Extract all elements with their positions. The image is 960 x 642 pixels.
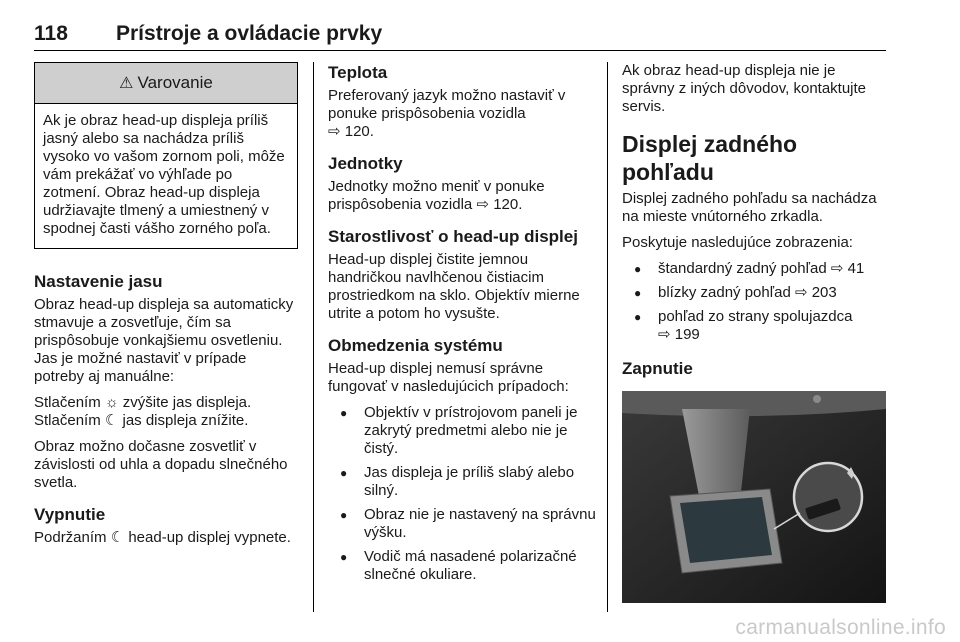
paragraph [34,529,298,547]
column-right [622,62,886,603]
rearview-mirror-illustration [622,391,886,603]
page-header [34,20,886,51]
page-title: Prístroje a ovládacie prvky [116,22,383,45]
list-item: ● Objektív v prístrojovom paneli je zakrytý predmetmi alebo nie je čistý. [328,404,596,458]
text: jas displeja znížite. [118,412,249,429]
list-item: ● Vodič má nasadené polarizačné slnečné okuliare. [328,548,596,584]
section-title: Nastavenie jasu [34,272,163,291]
page-ref-arrow-icon: ⇨ [476,196,490,213]
page-ref: 120. [344,123,374,140]
section-switch-off [34,504,298,547]
page-ref-arrow-icon: ⇨ [328,123,341,140]
text: Stlačením [34,394,105,411]
column-left [34,62,298,559]
text: Jednotky možno meniť v ponuke prispôsobenia vozidla [328,178,545,213]
section-title: Teplota [328,63,388,82]
page-ref: 203 [811,284,837,301]
warning-title: Varovanie [137,73,213,92]
paragraph: Obraz možno dočasne zosvetliť v závislosti od uhla a dopadu slnečného svetla. [34,438,288,491]
section-title: Jednotky [328,154,403,173]
section-care [328,226,596,323]
text: Stlačením [34,412,105,429]
text: zvýšite jas displeja. [118,394,252,411]
section-title: Starostlivosť o head-up displej [328,227,578,246]
moon-icon: ☾ [110,529,125,546]
paragraph: Obraz head-up displeja sa automaticky stmavuje a zosvetľuje, čím sa prispôsobuje vonkajšiemu osvetleniu. Jas je možné nastaviť v prípade potreby aj manuálne: [34,296,294,385]
section-title: Displej zadného pohľadu [622,131,798,185]
page-ref: 199 [674,326,700,343]
text: blízky zadný pohľad [658,284,791,301]
text: štandardný zadný pohľad [658,260,827,277]
section-brightness [34,271,298,492]
list-item [622,284,886,302]
list-item: ● Jas displeja je príliš slabý alebo silný. [328,464,596,500]
warning-triangle-icon: ⚠ [119,75,134,92]
watermark: carmanualsonline.info [735,616,946,639]
paragraph: Displej zadného pohľadu sa nachádza na mieste vnútorného zrkadla. [622,190,877,225]
paragraph: Head-up displej čistite jemnou handričkou navlhčenou čistiacim prostriedkom na sklo. Objektív mierne utrite a potom ho vysušte. [328,251,580,322]
section-units [328,153,596,214]
paragraph: Ak obraz head-up displeja nie je správny z iných dôvodov, kontaktujte servis. [622,62,867,115]
list-item [622,260,886,278]
moon-icon: ☾ [104,412,119,429]
text: Preferovaný jazyk možno nastaviť v ponuke prispôsobenia vozidla [328,87,566,122]
page-ref-arrow-icon: ⇨ [658,326,671,343]
text: head-up displej vypnete. [124,529,291,546]
column-divider [313,62,314,612]
page-ref-arrow-icon: ⇨ [794,284,808,301]
page-ref-arrow-icon: ⇨ [830,260,844,277]
section-title: Zapnutie [622,359,693,378]
mirror-illustration-svg [622,391,886,603]
text: Podržaním [34,529,111,546]
column-divider [607,62,608,612]
section-temperature [328,62,596,141]
paragraph [328,87,596,141]
section-title: Obmedzenia systému [328,336,503,355]
column-middle [328,62,596,596]
section-limits [328,335,596,584]
paragraph: Poskytuje nasledujúce zobrazenia: [622,234,853,251]
paragraph [34,394,298,430]
section-rearview [622,130,886,344]
page-number: 118 [34,22,68,45]
paragraph: Head-up displej nemusí správne fungovať v nasledujúcich prípadoch: [328,360,569,395]
limits-list [328,404,596,584]
sun-icon: ☼ [104,394,119,411]
warning-text: Ak je obraz head-up displeja príliš jasný alebo sa nachádza príliš vysoko vo vašom zornom poli, môže vám prekážať vo výhľade po zotmení. Obraz head-up displeja udržiavajte tlmený a umiestnený v spodnej časti vášho zorného poľa. [43,112,285,237]
paragraph [328,178,596,214]
section-title: Vypnutie [34,505,106,524]
list-item [622,308,886,344]
text: pohľad zo strany spolujazdca [658,308,853,325]
warning-header [35,63,297,104]
page-ref: 41 [847,260,865,277]
views-list [622,260,886,344]
warning-box [34,62,298,249]
page-ref: 120. [493,196,523,213]
list-item: ● Obraz nie je nastavený na správnu výšku. [328,506,596,542]
